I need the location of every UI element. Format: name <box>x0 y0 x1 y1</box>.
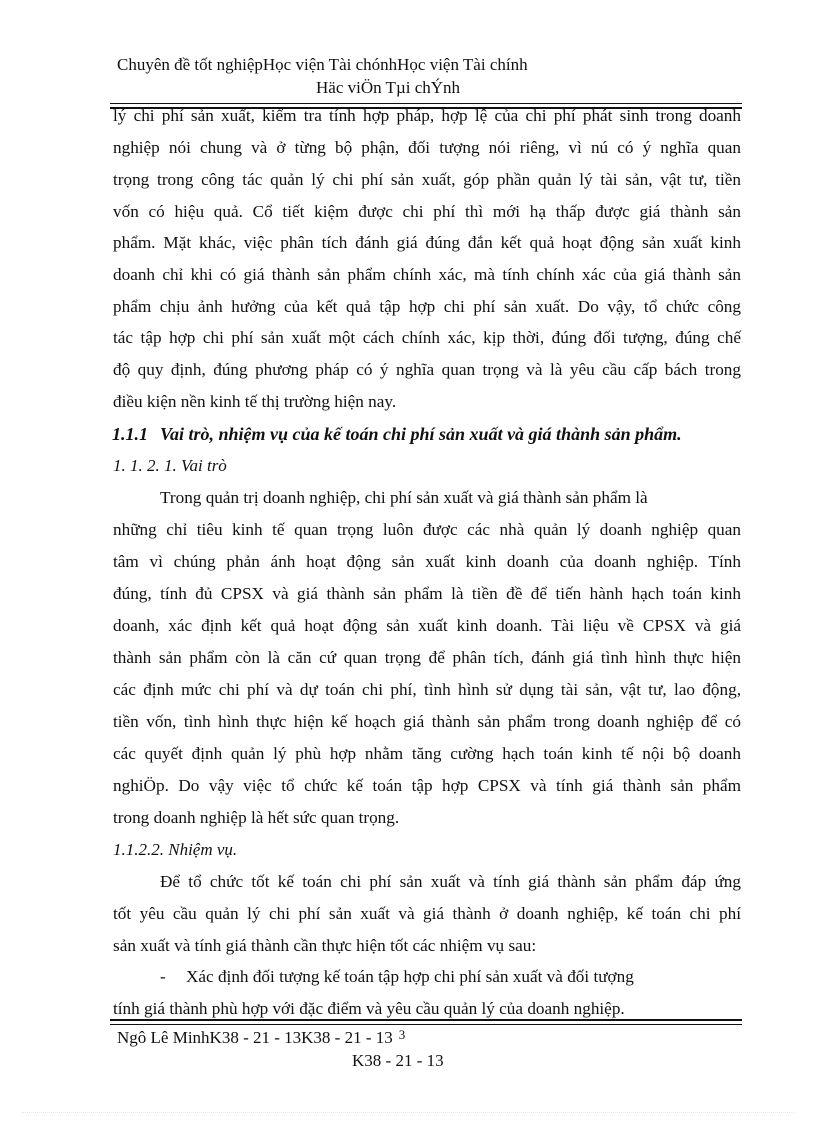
body-line: tốt yêu cầu quản lý chi phí sản xuất và giá thành ở doanh nghiệp, kế toán chi phí <box>113 904 741 923</box>
section-number: 1.1.1 <box>112 424 148 444</box>
body-line: điều kiện nền kinh tế thị trường hiện nay. <box>113 392 397 411</box>
footer-class: K38 - 21 - 13 <box>352 1051 444 1070</box>
bullet-item <box>160 967 741 987</box>
body-line: sản xuất và tính giá thành cần thực hiện tốt các nhiệm vụ sau: <box>113 936 537 955</box>
body-line: tiền vốn, tình hình thực hiện kế hoạch giá thành sản phẩm trong doanh nghiệp để có <box>113 712 741 731</box>
subsection-heading-role: 1. 1. 2. 1. Vai trò <box>113 456 227 475</box>
body-line: tính giá thành phù hợp với đặc điểm và yêu cầu quản lý của doanh nghiệp. <box>113 999 625 1018</box>
body-line: phẩm. Mặt khác, việc phân tích đánh giá đúng đắn kết quả hoạt động sản xuất kinh <box>113 233 741 252</box>
bullet-marker: - <box>160 967 166 986</box>
bullet-text: Xác định đối tượng kế toán tập hợp chi phí sản xuất và đối tượng <box>186 967 634 986</box>
body-line: tâm vì chúng phản ánh hoạt động sản xuất kinh doanh của doanh nghiệp. Tính <box>113 552 741 571</box>
section-title: Vai trò, nhiệm vụ của kế toán chi phí sản xuất và giá thành sản phẩm. <box>160 424 682 444</box>
header-subtitle: Häc viÖn Tµi chÝnh <box>316 78 461 97</box>
page-edge <box>22 1112 794 1113</box>
body-line: đúng, tính đủ CPSX và giá thành sản phẩm là tiền đề để tiến hành hạch toán kinh <box>113 584 741 603</box>
header-title: Chuyên đề tốt nghiệpHọc viện Tài chónhHọc viện Tài chính <box>117 55 528 74</box>
page-number: 3 <box>398 1027 406 1042</box>
body-line: độ quy định, đúng phương pháp có ý nghĩa quan trọng và là yêu cầu cấp bách trong <box>113 360 741 379</box>
body-line: phẩm chịu ảnh hưởng của kết quả tập hợp chi phí sản xuất. Do vậy, tổ chức công <box>113 297 741 316</box>
body-line: nghiÖp. Do vậy việc tổ chức kế toán tập hợp CPSX và tính giá thành sản phẩm <box>113 776 741 795</box>
header-rule-thin <box>110 103 742 104</box>
body-line: Để tổ chức tốt kế toán chi phí sản xuất và tính giá thành sản phẩm đáp ứng <box>160 872 741 891</box>
body-line: doanh, xác định kết quả hoạt động sản xuất kinh doanh. Tài liệu về CPSX và giá <box>113 616 741 635</box>
body-line: những chỉ tiêu kinh tế quan trọng luôn được các nhà quản lý doanh nghiệp quan <box>113 520 741 539</box>
section-heading <box>112 424 682 445</box>
body-line: nghiệp nói chung và ở từng bộ phận, đối tượng nói riêng, vì nú có ý nghĩa quan <box>113 138 741 157</box>
subsection-heading-tasks: 1.1.2.2. Nhiệm vụ. <box>113 840 238 859</box>
footer-rule-thick <box>110 1019 742 1021</box>
body-line: thành sản phẩm còn là căn cứ quan trọng để phân tích, đánh giá tình hình thực hiện <box>113 648 741 667</box>
body-line: trong doanh nghiệp là hết sức quan trọng. <box>113 808 400 827</box>
body-line: trọng trong công tác quản lý chi phí sản xuất, góp phần quản lý tài sản, vật tư, tiền <box>113 170 741 189</box>
footer-author <box>117 1028 405 1048</box>
body-line: các định mức chi phí và dự toán chi phí, tình hình sử dụng tài sản, vật tư, lao động, <box>113 680 741 699</box>
body-line: doanh chỉ khi có giá thành sản phẩm chính xác, mà tính chính xác của giá thành sản <box>113 265 741 284</box>
body-line: tác tập hợp chi phí sản xuất một cách chính xác, kịp thời, đúng đối tượng, đúng chế <box>113 328 741 347</box>
footer-rule-thin <box>110 1024 742 1025</box>
body-line: vốn có hiệu quả. Cổ tiết kiệm được chi phí thì mới hạ thấp được giá thành sản <box>113 202 741 221</box>
body-line: lý chi phí sản xuất, kiểm tra tính hợp pháp, hợp lệ của chi phí phát sinh trong doanh <box>113 106 741 125</box>
body-line: các quyết định quản lý phù hợp nhằm tăng cường hạch toán kinh tế nội bộ doanh <box>113 744 741 763</box>
footer-author-text: Ngô Lê MinhK38 - 21 - 13K38 - 21 - 13 <box>117 1028 393 1047</box>
body-line: Trong quản trị doanh nghiệp, chi phí sản xuất và giá thành sản phẩm là <box>160 488 648 507</box>
